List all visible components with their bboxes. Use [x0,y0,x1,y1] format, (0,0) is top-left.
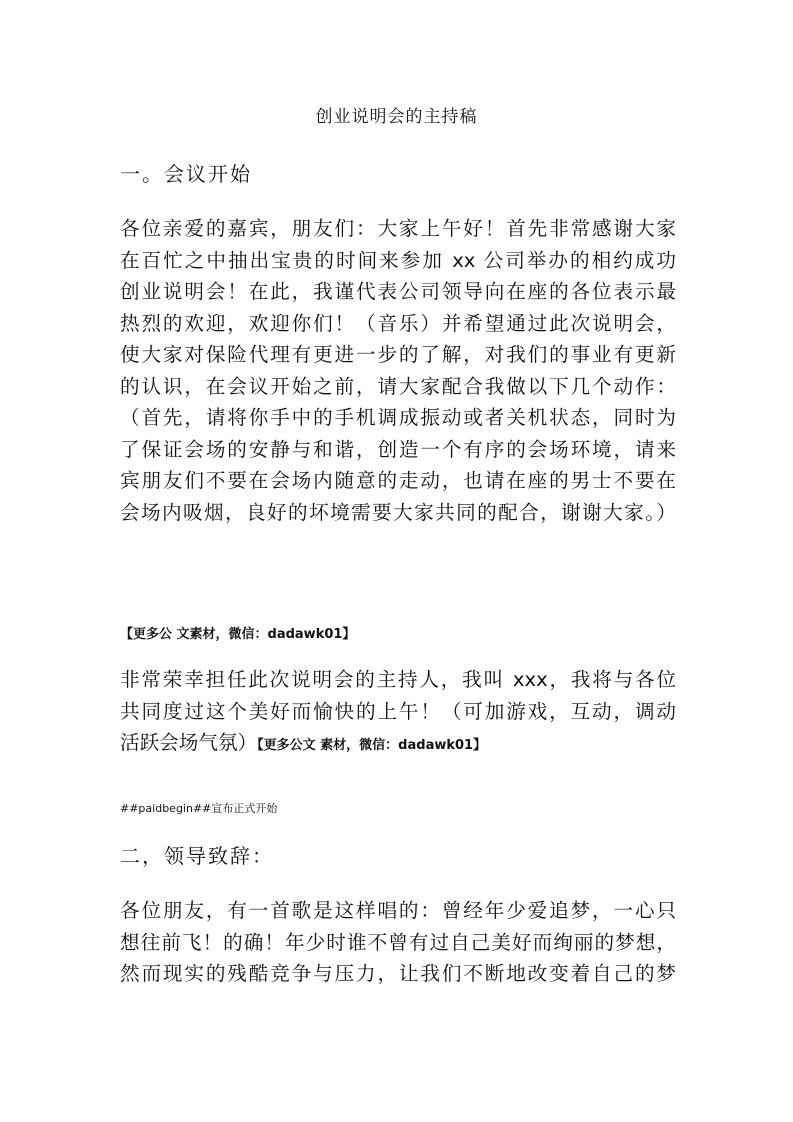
paragraph-line [120,727,676,759]
paragraph-host-intro [120,664,676,759]
paragraph-line: 共同度过这个美好而愉快的上午！（可加游戏，互动，调动 [120,699,676,723]
paragraph-line: 各位亲爱的嘉宾，朋友们：大家上午好！首先非常感谢大家 [120,217,676,240]
promo-note-inline: 【更多公文 素材，微信：dadawk01】 [257,738,487,753]
paragraph-line: （首先，请将你手中的手机调成振动或者关机状态，同时为 [120,406,676,429]
paragraph-line: 的认识，在会议开始之前，请大家配合我做以下几个动作： [120,374,676,398]
paragraph-leader-speech [120,895,676,990]
paragraph-line: 非常荣幸担任此次说明会的主持人，我叫 xxx，我将与各位 [120,668,676,691]
paragraph-opening [120,213,676,528]
paragraph-line: 创业说明会！在此，我谨代表公司领导向在座的各位表示最 [120,280,676,303]
paid-begin-marker: ##paidbegin##宣布正式开始 [120,802,278,815]
paragraph-line: 在百忙之中抽出宝贵的时间来参加 xx 公司举办的相约成功 [120,248,676,272]
paragraph-line: 然而现实的残酷竞争与压力，让我们不断地改变着自己的梦 [120,962,676,985]
paragraph-line: 会场内吸烟，良好的坏境需要大家共同的配合，谢谢大家。） [120,500,676,524]
promo-note: 【更多公 文素材，微信：dadawk01】 [120,627,356,642]
section-heading-meeting-start: 一。会议开始 [120,162,252,186]
paragraph-line: 热烈的欢迎，欢迎你们！（音乐）并希望通过此次说明会， [120,311,676,335]
paragraph-line: 了保证会场的安静与和谐，创造一个有序的会场环境，请来 [120,437,676,461]
paragraph-line: 想往前飞！的确！年少时谁不曾有过自己美好而绚丽的梦想， [120,930,676,954]
section-heading-leader-speech: 二，领导致辞： [120,844,274,868]
paragraph-line-text: 活跃会场气氛） [120,731,258,754]
paragraph-line: 各位朋友，有一首歌是这样唱的：曾经年少爱追梦，一心只 [120,899,676,922]
paragraph-line: 使大家对保险代理有更进一步的了解，对我们的事业有更新 [120,343,676,366]
document-title: 创业说明会的主持稿 [315,107,478,127]
paragraph-line: 宾朋友们不要在会场内随意的走动，也请在座的男士不要在 [120,469,676,492]
